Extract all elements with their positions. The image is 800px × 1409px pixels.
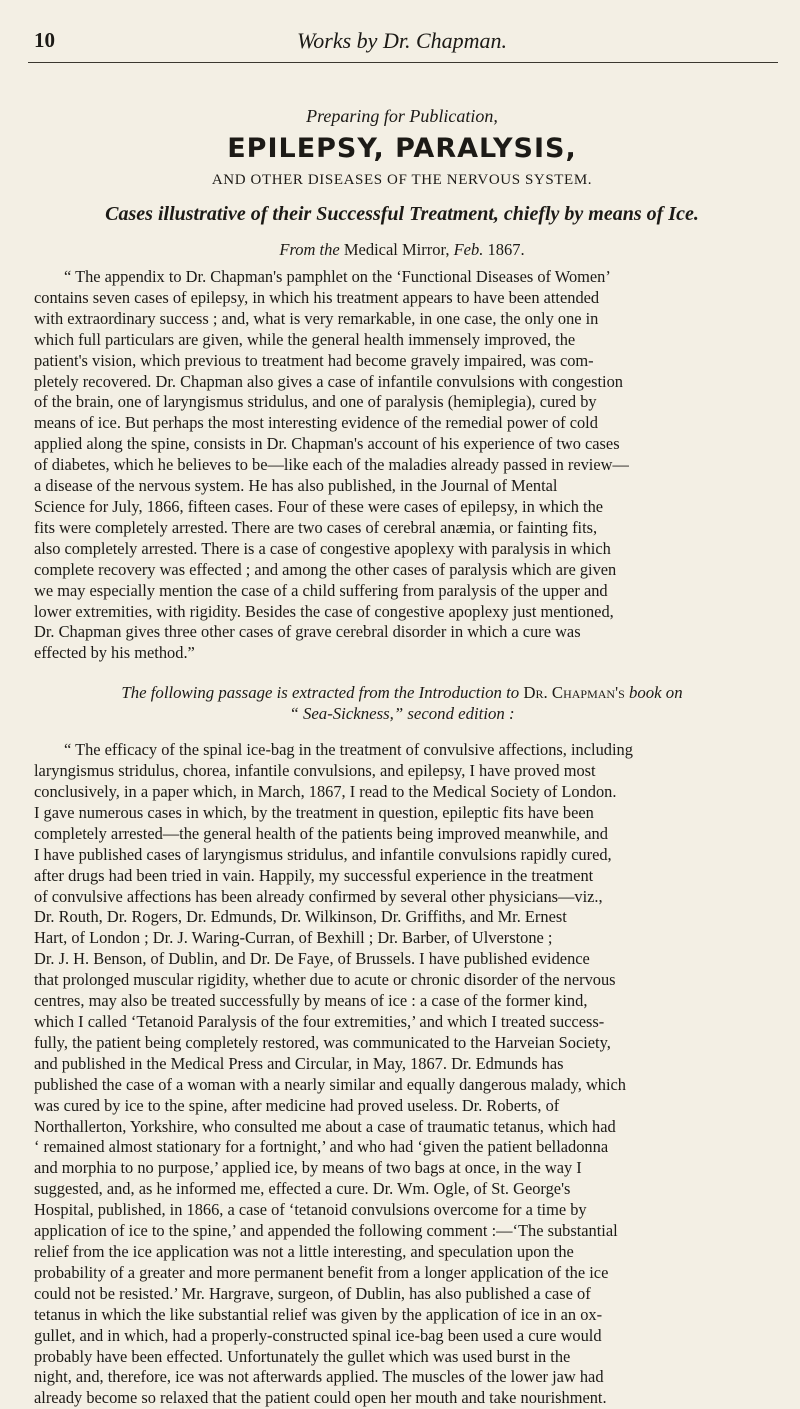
passage-line: conclusively, in a paper which, in March, 1867, I read to the Medical Society of London. — [34, 782, 617, 802]
review-line: means of ice. But perhaps the most interesting evidence of the remedial power of cold — [34, 413, 598, 433]
passage-line: was cured by ice to the spine, after medicine had proved useless. Dr. Roberts, of — [34, 1095, 560, 1115]
intro-book-on: book on — [628, 683, 683, 703]
passage-line: Hospital, published, in 1866, a case of ‘tetanoid convulsions overcome for a time by — [34, 1200, 587, 1220]
book-subtitle: AND OTHER DISEASES OF THE NERVOUS SYSTEM. — [211, 172, 593, 188]
preparing-note: Preparing for Publication, — [306, 106, 498, 126]
review-line: with extraordinary success ; and, what is very remarkable, in one case, the only one in — [34, 308, 599, 328]
review-line: applied along the spine, consists in Dr. Chapman's account of his experience of two cases — [34, 434, 620, 454]
passage-line: and morphia to no purpose,’ applied ice, by means of two bags at once, in the way I — [34, 1158, 582, 1178]
intro-text: The following passage is extracted from the Introduction to — [121, 683, 520, 703]
review-line: a disease of the nervous system. He has also published, in the Journal of Mental — [34, 476, 558, 496]
passage-line: Dr. J. H. Benson, of Dublin, and Dr. De Faye, of Brussels. I have published evidence — [34, 949, 590, 969]
passage-line: already become so relaxed that the patient could open her mouth and take nourishment. — [34, 1388, 607, 1408]
review-line: of diabetes, which he believes to be—like each of the maladies already passed in review— — [34, 455, 629, 475]
intro-line-2: “ Sea-Sickness,” second edition : — [289, 704, 515, 724]
review-line: complete recovery was effected ; and among the other cases of paralysis which are given — [34, 559, 617, 579]
passage-line: could not be resisted.’ Mr. Hargrave, surgeon, of Dublin, has also published a case of — [34, 1283, 591, 1303]
passage-line: night, and, therefore, ice was not afterwards applied. The muscles of the lower jaw had — [34, 1367, 604, 1387]
passage-line: suggested, and, as he informed me, effected a cure. Dr. Wm. Ogle, of St. George's — [34, 1179, 571, 1199]
passage-line: tetanus in which the like substantial relief was given by the application of ice in an ox- — [34, 1304, 603, 1324]
passage-line: after drugs had been tried in vain. Happily, my successful experience in the treatment — [34, 865, 594, 885]
cases-tagline: Cases illustrative of their Successful Treatment, chiefly by means of Ice. — [105, 203, 699, 225]
passage-line: centres, may also be treated successfully by means of ice : a case of the former kind, — [34, 991, 588, 1011]
passage-intro — [34, 682, 770, 724]
review-line: lower extremities, with rigidity. Besides the case of congestive apoplexy just mentioned, — [34, 601, 614, 621]
review-line: Dr. Chapman gives three other cases of grave cerebral disorder in which a cure was — [34, 622, 581, 642]
review-line: also completely arrested. There is a case of congestive apoplexy with paralysis in which — [34, 538, 611, 558]
page-number: 10 — [34, 28, 55, 52]
review-source — [34, 240, 770, 260]
review-line: contains seven cases of epilepsy, in which his treatment appears to have been attended — [34, 287, 600, 307]
review-line: effected by his method.” — [34, 643, 195, 663]
review-line: patient's vision, which previous to treatment had become gravely impaired, was com- — [34, 350, 594, 370]
passage-line: Hart, of London ; Dr. J. Waring-Curran, of Bexhill ; Dr. Barber, of Ulverstone ; — [34, 928, 553, 948]
introduction-passage — [34, 740, 770, 1409]
passage-line: completely arrested—the general health of the patients being improved meanwhile, and — [34, 823, 608, 843]
passage-line: that prolonged muscular rigidity, whether due to acute or chronic disorder of the nervous — [34, 970, 616, 990]
source-month: Feb. — [453, 240, 484, 259]
passage-line: Dr. Routh, Dr. Rogers, Dr. Edmunds, Dr. Wilkinson, Dr. Griffiths, and Mr. Ernest — [34, 907, 567, 927]
review-line: fits were completely arrested. There are two cases of cerebral anæmia, or fainting fits, — [34, 517, 598, 537]
passage-line: of convulsive affections has been already confirmed by several other physicians—viz., — [34, 886, 603, 906]
passage-line: ‘ remained almost stationary for a fortnight,’ and who had ‘given the patient belladonna — [34, 1137, 609, 1157]
book-title: EPILEPSY, PARALYSIS, — [227, 133, 577, 164]
review-line: “ The appendix to Dr. Chapman's pamphlet on the ‘Functional Diseases of Women’ — [64, 267, 611, 286]
passage-line: Northallerton, Yorkshire, who consulted me about a case of traumatic tetanus, which had — [34, 1116, 616, 1136]
source-prefix: From the — [279, 240, 340, 259]
review-line: which full particulars are given, while the general health immensely improved, the — [34, 329, 576, 349]
running-title: Works by Dr. Chapman. — [296, 28, 508, 53]
passage-line: I gave numerous cases in which, by the treatment in question, epileptic fits have been — [34, 802, 594, 822]
review-line: pletely recovered. Dr. Chapman also gives a case of infantile convulsions with congestion — [34, 371, 623, 391]
passage-line: gullet, and in which, had a properly-constructed spinal ice-bag been used a cure would — [34, 1325, 602, 1345]
passage-line: relief from the ice application was not a little interesting, and speculation upon the — [34, 1241, 574, 1261]
passage-line: application of ice to the spine,’ and appended the following comment :—‘The substantial — [34, 1221, 618, 1241]
intro-author: Dr. Chapman's — [523, 683, 625, 703]
intro-line-1 — [34, 682, 770, 703]
review-line: we may especially mention the case of a child suffering from paralysis of the upper and — [34, 580, 608, 600]
header-rule — [28, 62, 778, 63]
passage-line: “ The efficacy of the spinal ice-bag in the treatment of convulsive affections, including — [64, 740, 633, 760]
source-year: 1867. — [487, 240, 525, 259]
passage-line: published the case of a woman with a nearly similar and equally dangerous malady, which — [34, 1074, 627, 1094]
page-header — [34, 22, 770, 56]
passage-line: I have published cases of laryngismus stridulus, and infantile convulsions rapidly cured, — [34, 844, 612, 864]
passage-line: probability of a greater and more permanent benefit from a longer application of the ice — [34, 1262, 609, 1282]
passage-line: and published in the Medical Press and Circular, in May, 1867. Dr. Edmunds has — [34, 1053, 564, 1073]
passage-line: which I called ‘Tetanoid Paralysis of the four extremities,’ and which I treated success- — [34, 1012, 605, 1031]
source-journal: Medical Mirror, — [343, 240, 450, 259]
review-line: of the brain, one of laryngismus stridulus, and one of paralysis (hemiplegia), cured by — [34, 392, 597, 412]
review-quote — [34, 267, 770, 664]
passage-line: laryngismus stridulus, chorea, infantile convulsions, and epilepsy, I have proved most — [34, 761, 596, 781]
passage-line: fully, the patient being completely restored, was communicated to the Harveian Society, — [34, 1032, 611, 1052]
review-line: Science for July, 1866, fifteen cases. Four of these were cases of epilepsy, in which the — [34, 496, 604, 516]
passage-line: probably have been effected. Unfortunately the gullet which was used burst in the — [34, 1346, 571, 1366]
